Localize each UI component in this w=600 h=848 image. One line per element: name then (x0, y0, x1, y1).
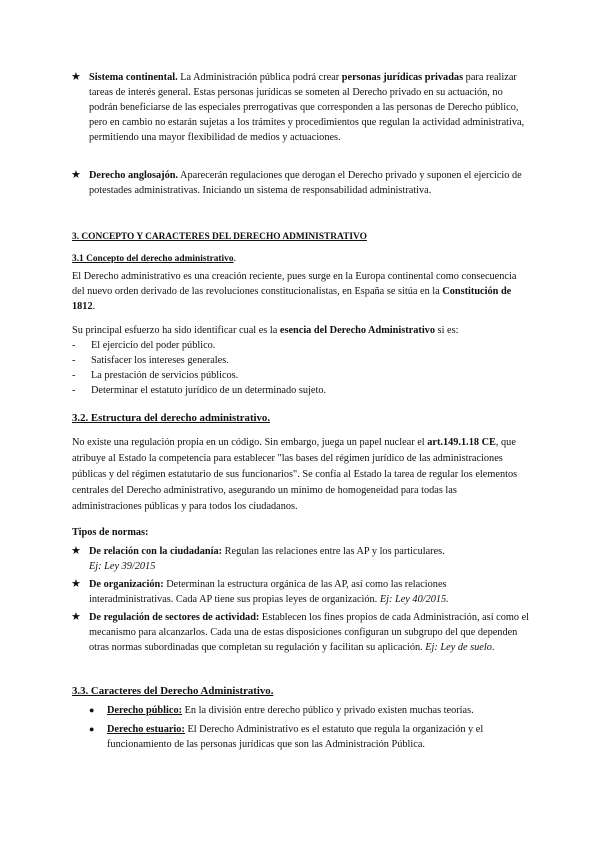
esencia-list (72, 338, 527, 398)
term: Sistema continental. (89, 72, 178, 83)
bullet-icon: ● (89, 724, 95, 734)
bullet-item-derecho-estuario (89, 722, 527, 752)
star-bullet-icon: ★ (71, 611, 81, 623)
star-item-derecho-anglosajon (71, 168, 529, 198)
subsection-3-2-title: 3.2. Estructura del derecho administrativo. (72, 412, 271, 424)
list-item: - Satisfacer los intereses generales. (72, 353, 527, 368)
section-3-heading-block (72, 230, 527, 245)
star-bullet-icon: ★ (71, 545, 81, 557)
star-item-text: De regulación de sectores de actividad: Establecen los fines propios de cada Administración, así como el mecanismo para alcanzarlos. Cada una de estas disposiciones configuran un subgrupo del que dependen otras normas subordinadas que completan su regulación y facilitan su aplicación. Ej: Ley de suelo. (89, 612, 530, 653)
star-item-regulacion-sectores (71, 610, 530, 655)
list-item: - El ejercicio del poder público. (72, 338, 527, 353)
bullet-icon: ● (89, 705, 95, 715)
star-item-text: Derecho anglosajón. Aparecerán regulaciones que derogan el Derecho privado y suponen el ejercicio de potestades administrativas. Iniciando un sistema de responsabilidad administrativa. (89, 170, 522, 196)
star-bullet-icon: ★ (71, 71, 81, 83)
bullet-item-text: Derecho estuario: El Derecho Administrativo es el estatuto que regula la organización y el funcionamiento de las personas jurídicas que son las Administración Pública. (107, 724, 484, 750)
star-item-text: Sistema continental. La Administración pública podrá crear personas jurídicas privadas para realizar tareas de interés general. Estas personas jurídicas se someten al Derecho privado en su actuación, no podrán beneficiarse de las especiales prerrogativas que corresponden a las personas de Derecho público, pero en cambio no estarán sujetas a los trámites y procedimientos que regulan la actividad administrativa, permitiendo una mayor flexibilidad de medios y actuaciones. (89, 72, 525, 143)
subsection-3-1-paragraph-1: El Derecho administrativo es una creación reciente, pues surge en la Europa continental como consecuencia del nuevo orden derivado de las revoluciones constitucionalistas, en España se sitúa en la Constitución de 1812. (72, 271, 517, 312)
section-3-heading: 3. CONCEPTO Y CARACTERES DEL DERECHO ADMINISTRATIVO (72, 232, 367, 242)
subsection-3-1-title: 3.1 Concepto del derecho administrativo. (72, 253, 237, 264)
tipos-de-normas-title: Tipos de normas: (72, 527, 149, 538)
star-item-sistema-continental (71, 70, 529, 145)
bullet-item-derecho-publico (89, 703, 527, 718)
list-item: - La prestación de servicios públicos. (72, 368, 527, 383)
star-bullet-icon: ★ (71, 578, 81, 590)
star-item-relacion-ciudadania (71, 544, 529, 574)
subsection-3-2 (72, 411, 527, 540)
subsection-3-2-paragraph: No existe una regulación propia en un código. Sin embargo, juega un papel nuclear el art.149.1.18 CE, que atribuye al Estado la competencia para establecer "las bases del régimen jurídico de las administraciones públicas y del régimen estatutario de sus funcionarios". Se confía al Estado la tarea de regular los elementos centrales del Derecho administrativo, asegurando un mínimo de homogeneidad para todas las administraciones públicas y para todos los ciudadanos. (72, 437, 518, 512)
star-item-text: De relación con la ciudadanía: Regulan las relaciones entre las AP y los particulares. Ej: Ley 39/2015 (89, 546, 445, 572)
star-bullet-icon: ★ (71, 169, 81, 181)
star-item-organizacion (71, 577, 529, 607)
bullet-item-text: Derecho público: En la división entre derecho público y privado existen muchas teorías. (107, 705, 474, 716)
subsection-3-1-paragraph-2: Su principal esfuerzo ha sido identificar cual es la esencia del Derecho Administrativo si es: (72, 325, 459, 336)
subsection-3-1 (72, 251, 527, 398)
subsection-3-3 (72, 684, 527, 699)
star-item-text: De organización: Determinan la estructura orgánica de las AP, así como las relaciones interadministrativas. Cada AP tiene sus propias leyes de organización. Ej: Ley 40/2015. (89, 579, 449, 605)
list-item: - Determinar el estatuto jurídico de un determinado sujeto. (72, 383, 527, 398)
subsection-3-3-title: 3.3. Caracteres del Derecho Administrativo. (72, 685, 274, 697)
term: Derecho anglosajón. (89, 170, 179, 181)
